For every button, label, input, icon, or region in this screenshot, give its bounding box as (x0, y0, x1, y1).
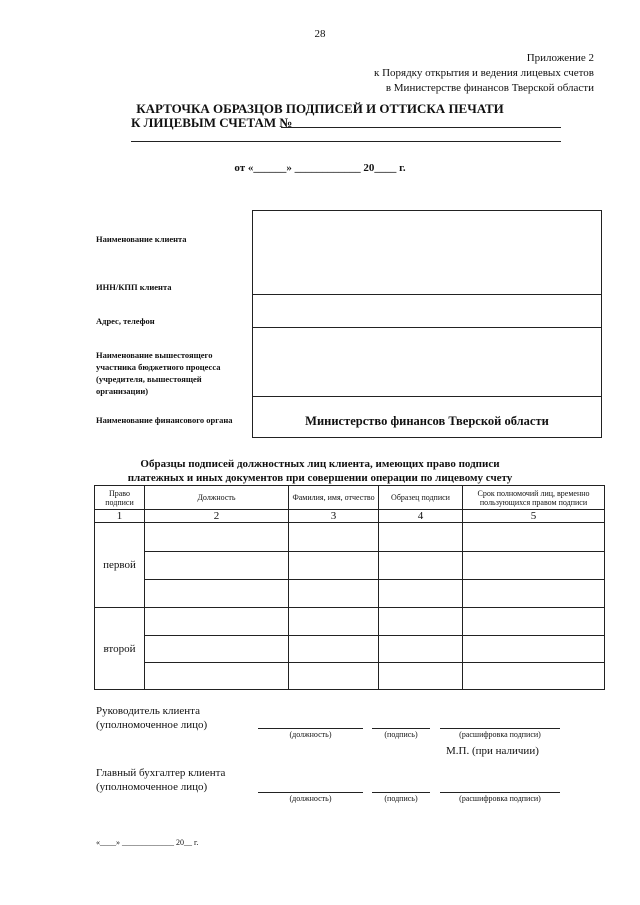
card-date: от «______» ____________ 20____ г. (234, 162, 406, 174)
table-cell[interactable] (379, 552, 463, 580)
appendix-note (294, 51, 594, 96)
col-number-1: 1 (95, 510, 145, 523)
table-cell[interactable] (145, 608, 289, 636)
table-cell[interactable] (289, 636, 379, 663)
col-header-right: Право подписи (95, 486, 145, 510)
account-number-line (281, 127, 561, 128)
col-header-authority-term: Срок полномочий лиц, временно пользующихся правом подписи (463, 486, 605, 510)
col-number-4: 4 (379, 510, 463, 523)
appendix-line-1: Приложение 2 (526, 52, 594, 64)
signatures-heading-2: платежных и иных документов при совершении операции по лицевому счету (127, 472, 513, 484)
right-second: второй (95, 608, 145, 690)
table-cell[interactable] (379, 663, 463, 690)
table-row (95, 580, 605, 608)
col-number-5: 5 (463, 510, 605, 523)
col-number-2: 2 (145, 510, 289, 523)
signer-accountant-label (96, 766, 225, 794)
appendix-line-3: в Министерстве финансов Тверской области (385, 82, 594, 94)
signer-head-line-1: Руководитель клиента (96, 705, 200, 717)
accountant-decoding-caption[interactable]: (расшифровка подписи) (440, 792, 560, 803)
label-inn-kpp: ИНН/КПП клиента (96, 282, 172, 292)
head-position-caption[interactable]: (должность) (258, 728, 363, 739)
table-cell[interactable] (145, 523, 289, 552)
table-cell[interactable] (145, 580, 289, 608)
table-cell[interactable] (379, 636, 463, 663)
page-number: 28 (314, 28, 326, 40)
field-box-inn-kpp[interactable] (252, 294, 602, 328)
financial-authority-value: Министерство финансов Тверской области (305, 414, 549, 428)
table-cell[interactable] (289, 552, 379, 580)
table-row (95, 663, 605, 690)
col-header-full-name: Фамилия, имя, отчество (289, 486, 379, 510)
account-number-label: К ЛИЦЕВЫМ СЧЕТАМ № (131, 115, 293, 130)
table-cell[interactable] (289, 523, 379, 552)
table-cell[interactable] (463, 608, 605, 636)
card-title: КАРТОЧКА ОБРАЗЦОВ ПОДПИСЕЙ И ОТТИСКА ПЕЧАТИ (136, 101, 504, 116)
signer-accountant-line-1: Главный бухгалтер клиента (96, 767, 226, 779)
stamp-note: М.П. (при наличии) (446, 745, 539, 757)
second-title-line (131, 141, 561, 142)
signer-accountant-line-2: (уполномоченное лицо) (96, 781, 208, 793)
table-cell[interactable] (463, 663, 605, 690)
label-address-phone: Адрес, телефон (96, 316, 155, 326)
table-row (95, 523, 605, 552)
accountant-signature-caption[interactable]: (подпись) (372, 792, 430, 803)
col-header-signature-sample: Образец подписи (379, 486, 463, 510)
table-cell[interactable] (289, 580, 379, 608)
label-financial-authority: Наименование финансового органа (96, 415, 233, 425)
signer-head-label (96, 704, 207, 732)
table-cell[interactable] (145, 663, 289, 690)
footer-date: «____» _____________ 20__ г. (96, 838, 199, 847)
table-cell[interactable] (289, 608, 379, 636)
col-number-3: 3 (289, 510, 379, 523)
table-number-row (95, 510, 605, 523)
accountant-position-caption[interactable]: (должность) (258, 792, 363, 803)
table-cell[interactable] (379, 580, 463, 608)
label-parent-organization: Наименование вышестоящего участника бюджетного процесса (учредителя, вышестоящей организации) (96, 350, 221, 396)
field-box-address[interactable] (252, 327, 602, 397)
table-cell[interactable] (463, 580, 605, 608)
label-client-name: Наименование клиента (96, 234, 187, 244)
head-decoding-caption[interactable]: (расшифровка подписи) (440, 728, 560, 739)
table-cell[interactable] (463, 523, 605, 552)
col-header-position: Должность (145, 486, 289, 510)
signatures-table (94, 485, 605, 690)
head-signature-caption[interactable]: (подпись) (372, 728, 430, 739)
table-cell[interactable] (463, 636, 605, 663)
table-row (95, 608, 605, 636)
table-cell[interactable] (379, 608, 463, 636)
table-cell[interactable] (463, 552, 605, 580)
table-row (95, 636, 605, 663)
field-box-client-name[interactable] (252, 210, 602, 295)
appendix-line-2: к Порядку открытия и ведения лицевых счетов (373, 67, 594, 79)
right-first: первой (95, 523, 145, 608)
table-cell[interactable] (289, 663, 379, 690)
signer-head-line-2: (уполномоченное лицо) (96, 719, 208, 731)
signatures-heading-1: Образцы подписей должностных лиц клиента, имеющих право подписи (140, 458, 500, 470)
table-cell[interactable] (145, 636, 289, 663)
table-header-row (95, 486, 605, 510)
table-cell[interactable] (379, 523, 463, 552)
table-cell[interactable] (145, 552, 289, 580)
card-title-line-2 (131, 115, 292, 131)
table-row (95, 552, 605, 580)
